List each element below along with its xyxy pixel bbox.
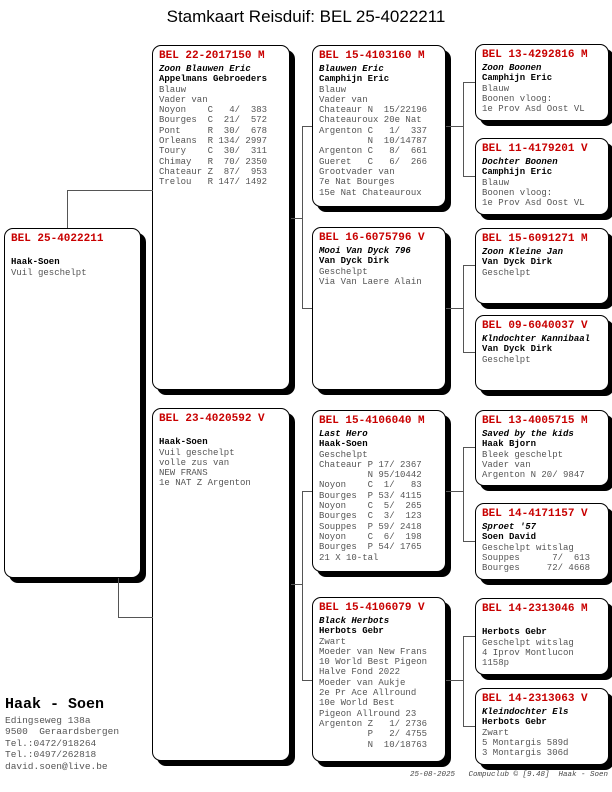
box-body <box>482 334 602 365</box>
box-body <box>482 707 602 758</box>
box-line: Dochter Boonen <box>482 157 558 167</box>
box-line: Argenton Z 1/ 2736 <box>319 718 428 729</box>
box-line: 21 X 10-tal <box>319 552 379 563</box>
box-subject <box>4 228 141 578</box>
box-body <box>159 64 283 188</box>
box-line: Haak Bjorn <box>482 439 537 450</box>
box-line: 7e Nat Bourges <box>319 177 395 188</box>
box-line: Chimay R 70/ 2350 <box>159 156 268 167</box>
box-line <box>11 247 134 257</box>
box-line: Noyon C 5/ 265 <box>319 501 422 512</box>
page-title: Stamkaart Reisduif: BEL 25-4022211 <box>166 7 446 26</box>
box-line: Saved by the kids <box>482 429 574 439</box>
connector-line <box>291 218 302 219</box>
box-line: Appelmans Gebroeders <box>159 74 268 85</box>
box-line: Black Herbots <box>319 616 390 626</box>
connector-line <box>67 190 68 228</box>
connector-line <box>463 447 475 448</box>
box-line: Geschelpt <box>482 354 531 365</box>
box-line: Haak-Soen <box>319 439 368 450</box>
box-line: Orleans R 134/ 2997 <box>159 136 268 147</box>
connector-line <box>302 308 312 309</box>
box-line: 1e Prov Asd Oost VL <box>482 104 585 115</box>
box-line: 10 World Best Pigeon <box>319 657 428 668</box>
box-line: Bourges P 54/ 1765 <box>319 542 422 553</box>
box-line: Via Van Laere Alain <box>319 276 422 287</box>
connector-line <box>463 82 475 83</box>
connector-line <box>67 190 153 191</box>
box-line: volle zus van <box>159 457 230 468</box>
owner-block <box>5 697 119 772</box>
connector-line <box>463 636 464 726</box>
box-line: Chateaur P 17/ 2367 <box>319 459 422 470</box>
box-sire <box>152 45 290 390</box>
box-dam-sire-dam <box>475 503 609 580</box>
ring-number: BEL 14-2313063 V <box>482 693 588 705</box>
ring-number: BEL 14-2313046 M <box>482 603 588 615</box>
ring-number: BEL 15-4106079 V <box>319 602 425 614</box>
box-line: Pont R 30/ 678 <box>159 125 268 136</box>
box-line: Zwart <box>319 636 347 647</box>
ring-number: BEL 13-4292816 M <box>482 49 588 61</box>
connector-line <box>118 617 153 618</box>
box-line: 10e World Best <box>319 698 395 709</box>
box-dam-dam-dam <box>475 688 609 765</box>
connector-line <box>463 265 464 352</box>
box-line: Bourges 72/ 4668 <box>482 563 591 574</box>
box-line: P 2/ 4755 <box>319 729 428 740</box>
ring-number: BEL 09-6040037 V <box>482 320 588 332</box>
box-dam-dam-sire <box>475 598 609 675</box>
box-line: Noyon C 4/ 383 <box>159 105 268 116</box>
connector-line <box>463 541 475 542</box>
box-line: Vader van <box>159 94 208 105</box>
box-dam <box>152 408 290 761</box>
box-line: Vader van <box>319 94 368 105</box>
box-line: Boonen vloog: <box>482 93 553 104</box>
connector-line <box>463 447 464 541</box>
owner-address-line: Edingseweg 138a <box>5 715 91 726</box>
ring-number: BEL 22-2017150 M <box>159 50 265 62</box>
box-line: Herbots Gebr <box>482 717 547 728</box>
ring-number: BEL 15-4103160 M <box>319 50 425 62</box>
ring-number: BEL 16-6075796 V <box>319 232 425 244</box>
box-line: Haak-Soen <box>11 257 60 268</box>
box-line: 1158p <box>482 658 510 669</box>
box-body <box>482 247 602 278</box>
box-line: Geschelpt witslag <box>482 637 574 648</box>
box-line: Argenton C 8/ 661 <box>319 146 428 157</box>
box-body <box>482 522 602 573</box>
box-dam-sire <box>312 410 446 572</box>
connector-line <box>302 680 312 681</box>
ring-number: BEL 23-4020592 V <box>159 413 265 425</box>
box-line <box>159 427 283 437</box>
box-line: Sproet '57 <box>482 522 537 532</box>
box-line: 15e Nat Chateauroux <box>319 187 422 198</box>
box-line: Moeder van New Frans <box>319 646 428 657</box>
box-line: Haak-Soen <box>159 437 208 448</box>
owner-email: david.soen@live.be <box>5 760 108 772</box>
connector-line <box>302 126 312 127</box>
box-line: Vuil geschelpt <box>159 447 235 458</box>
box-line: Mooi Van Dyck 796 <box>319 246 411 256</box>
box-line: Blauw <box>319 84 347 95</box>
box-body <box>11 247 134 278</box>
box-line: Geschelpt <box>482 267 531 278</box>
connector-line <box>302 126 303 308</box>
owner-phone: Tel.:0497/262818 <box>5 749 97 761</box>
box-line: N 10/14787 <box>319 136 428 147</box>
box-line: Herbots Gebr <box>319 626 384 637</box>
box-line: Bourges P 53/ 4115 <box>319 490 422 501</box>
box-line: Toury C 30/ 311 <box>159 146 268 157</box>
box-body <box>159 427 283 489</box>
connector-line <box>463 265 475 266</box>
connector-line <box>446 680 463 681</box>
footer-credit: 25-08-2025 Compuclub © [9.48] Haak - Soen <box>409 771 608 779</box>
box-line: 5 Montargis 589d <box>482 737 569 748</box>
box-body <box>319 429 439 563</box>
box-line: Camphijn Eric <box>482 167 553 178</box>
owner-name: Haak - Soen <box>5 696 105 713</box>
ring-number: BEL 15-6091271 M <box>482 233 588 245</box>
connector-line <box>446 491 463 492</box>
box-line: Souppes P 59/ 2418 <box>319 521 422 532</box>
box-line: Blauwen Eric <box>319 64 384 74</box>
box-line: 4 Iprov Montlucon <box>482 647 574 658</box>
box-line: Halve Fond 2022 <box>319 667 401 678</box>
box-line: Klndochter Kannibaal <box>482 334 591 344</box>
box-line: Soen David <box>482 532 537 543</box>
connector-line <box>291 584 302 585</box>
box-body <box>482 617 602 668</box>
box-body <box>319 616 439 750</box>
ring-number: BEL 14-4171157 V <box>482 508 588 520</box>
ring-number: BEL 13-4005715 M <box>482 415 588 427</box>
box-sire-dam-sire <box>475 228 609 304</box>
box-line: Blauw <box>482 177 510 188</box>
box-line: Chateauroux 20e Nat <box>319 115 422 126</box>
box-line: N 10/18763 <box>319 739 428 750</box>
box-line: Camphijn Eric <box>482 73 553 84</box>
box-body <box>482 157 602 208</box>
box-line <box>482 617 602 627</box>
box-line: Argenton C 1/ 337 <box>319 125 428 136</box>
connector-line <box>302 491 303 680</box>
box-line: Last Hero <box>319 429 368 439</box>
box-line: Van Dyck Dirk <box>482 344 553 355</box>
box-line: 1e Prov Asd Oost VL <box>482 198 585 209</box>
box-sire-dam <box>312 227 446 390</box>
box-line: Boonen vloog: <box>482 187 553 198</box>
box-line: Zoon Boonen <box>482 63 542 73</box>
box-line: Trelou R 147/ 1492 <box>159 177 268 188</box>
box-line: 1e NAT Z Argenton <box>159 478 251 489</box>
box-line: Zoon Kleine Jan <box>482 247 564 257</box>
box-line: Zwart <box>482 727 510 738</box>
box-sire-sire <box>312 45 446 207</box>
box-dam-dam <box>312 597 446 762</box>
box-line: Geschelpt <box>319 266 368 277</box>
box-line: Herbots Gebr <box>482 627 547 638</box>
box-line: Chateaur N 15/22196 <box>319 105 428 116</box>
owner-phone: Tel.:0472/918264 <box>5 737 97 749</box>
box-line: Noyon C 1/ 83 <box>319 480 422 491</box>
box-sire-sire-sire <box>475 44 609 121</box>
box-line: Grootvader van <box>319 166 395 177</box>
box-body <box>319 246 439 287</box>
connector-line <box>463 636 475 637</box>
connector-line <box>463 82 464 176</box>
box-line: Blauw <box>482 83 510 94</box>
box-line: Argenton N 20/ 9847 <box>482 470 585 481</box>
box-line: Bourges C 21/ 572 <box>159 115 268 126</box>
box-line: Vuil geschelpt <box>11 267 87 278</box>
box-line: Camphijn Eric <box>319 74 390 85</box>
box-line: Bleek geschelpt <box>482 449 564 460</box>
box-line: Moeder van Aukje <box>319 677 406 688</box>
box-line: Gueret C 6/ 266 <box>319 156 428 167</box>
connector-line <box>302 491 312 492</box>
box-body <box>482 63 602 114</box>
box-line: Blauw <box>159 84 187 95</box>
box-line: Chateaur Z 87/ 953 <box>159 166 268 177</box>
box-sire-dam-dam <box>475 315 609 391</box>
connector-line <box>463 176 475 177</box>
box-line: Souppes 7/ 613 <box>482 552 591 563</box>
box-line: Pigeon Allround 23 <box>319 708 417 719</box>
box-line: Vader van <box>482 459 531 470</box>
owner-address-line: 9500 Geraardsbergen <box>5 726 120 738</box>
box-sire-sire-dam <box>475 138 609 215</box>
connector-line <box>463 352 475 353</box>
box-line: Zoon Blauwen Eric <box>159 64 251 74</box>
box-body <box>482 429 602 480</box>
connector-line <box>463 726 475 727</box>
connector-line <box>118 578 119 617</box>
box-line: Van Dyck Dirk <box>482 257 553 268</box>
connector-line <box>446 308 463 309</box>
connector-line <box>446 126 463 127</box>
box-line: Kleindochter Els <box>482 707 569 717</box>
box-line: Noyon C 6/ 198 <box>319 531 422 542</box>
box-line: NEW FRANS <box>159 468 208 479</box>
box-line: Bourges C 3/ 123 <box>319 511 422 522</box>
box-line: Geschelpt witslag <box>482 542 574 553</box>
box-line: N 95/10442 <box>319 470 422 481</box>
box-dam-sire-sire <box>475 410 609 486</box>
box-line: Geschelpt <box>319 449 368 460</box>
box-line: 3 Montargis 306d <box>482 748 569 759</box>
ring-number: BEL 15-4106040 M <box>319 415 425 427</box>
box-line: Van Dyck Dirk <box>319 256 390 267</box>
ring-number: BEL 25-4022211 <box>11 233 104 245</box>
box-body <box>319 64 439 198</box>
box-line: 2e Pr Ace Allround <box>319 688 417 699</box>
ring-number: BEL 11-4179201 V <box>482 143 588 155</box>
